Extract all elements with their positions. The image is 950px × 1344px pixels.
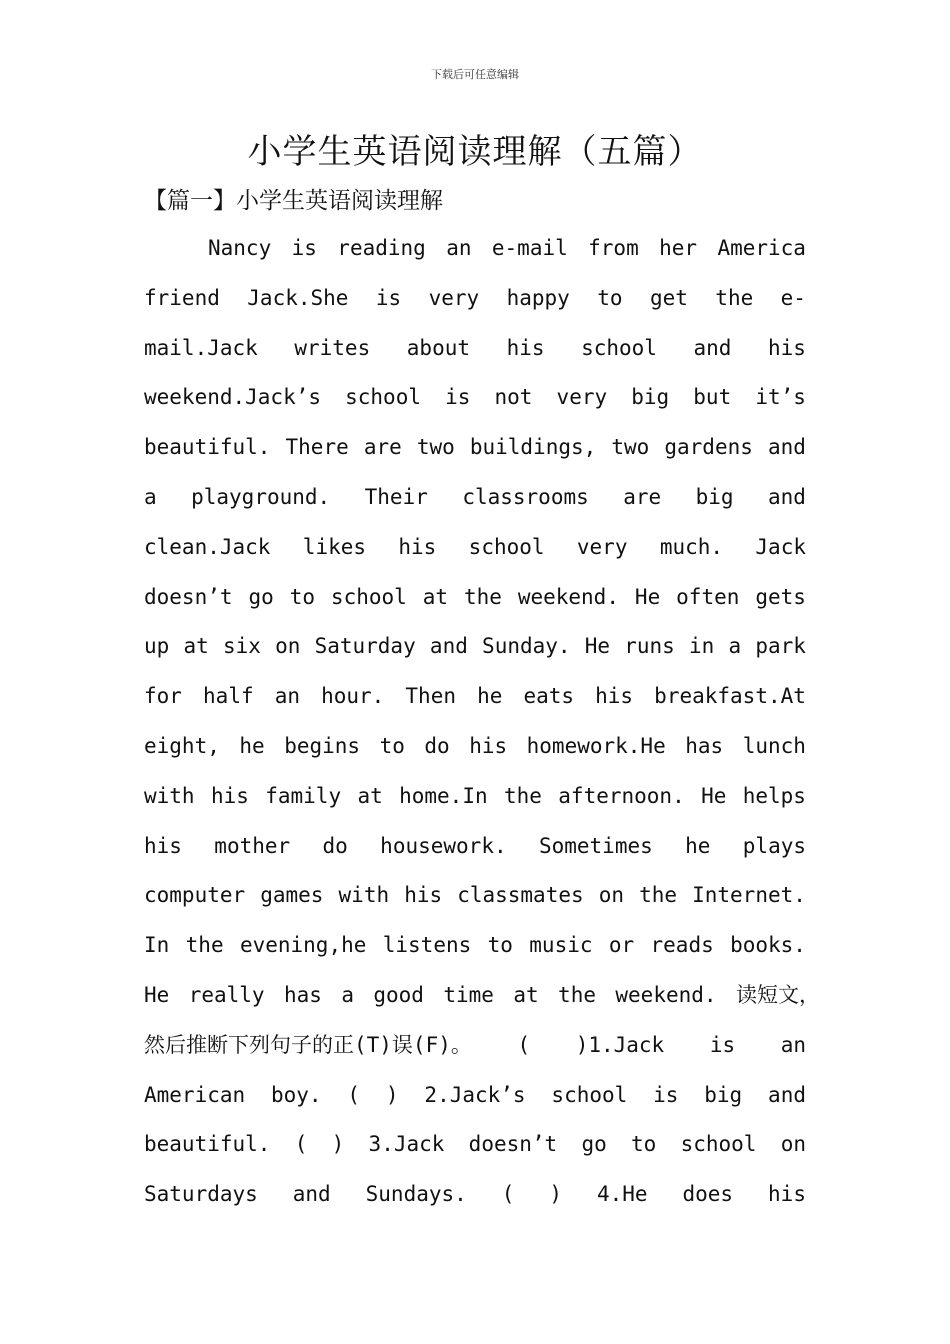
passage-line: clean.Jack likes his school very much. Jack bbox=[144, 534, 806, 559]
passage-line: his mother do housework. Sometimes he plays bbox=[144, 833, 806, 858]
passage-body bbox=[144, 224, 820, 1220]
passage-line: American boy. ( ) 2.Jack’s school is big and bbox=[144, 1082, 806, 1107]
passage-line: mail.Jack writes about his school and his bbox=[144, 335, 806, 360]
passage-line: with his family at home.In the afternoon. He helps bbox=[144, 783, 806, 808]
section-heading: 【篇一】小学生英语阅读理解 bbox=[144, 188, 443, 214]
passage-line: up at six on Saturday and Sunday. He runs in a park bbox=[144, 634, 806, 659]
passage-line: beautiful. There are two buildings, two gardens and bbox=[144, 435, 806, 460]
passage-line: a playground. Their classrooms are big and bbox=[144, 484, 806, 509]
passage-line: He really has a good time at the weekend. 读短文， bbox=[144, 982, 820, 1007]
passage-line: friend Jack.She is very happy to get the e- bbox=[144, 285, 806, 310]
passage-line: eight, he begins to do his homework.He has lunch bbox=[144, 733, 806, 758]
passage-line: computer games with his classmates on the Internet. bbox=[144, 883, 806, 908]
passage-line: In the evening,he listens to music or reads books. bbox=[144, 933, 806, 958]
passage-line: beautiful. ( ) 3.Jack doesn’t go to school on bbox=[144, 1132, 806, 1157]
passage-line: for half an hour. Then he eats his breakfast.At bbox=[144, 684, 806, 709]
passage-line: doesn’t go to school at the weekend. He often gets bbox=[144, 584, 806, 609]
passage-line: 然后推断下列句子的正(T)误(F)。 ( )1.Jack is an bbox=[144, 1032, 806, 1057]
document-title: 小学生英语阅读理解（五篇） bbox=[247, 132, 703, 172]
passage-line: Nancy is reading an e-mail from her America bbox=[208, 236, 806, 260]
passage-line: weekend.Jack’s school is not very big but it’s bbox=[144, 385, 806, 410]
passage-line: Saturdays and Sundays. ( ) 4.He does his bbox=[144, 1182, 806, 1207]
header-note: 下载后可任意编辑 bbox=[431, 68, 519, 81]
